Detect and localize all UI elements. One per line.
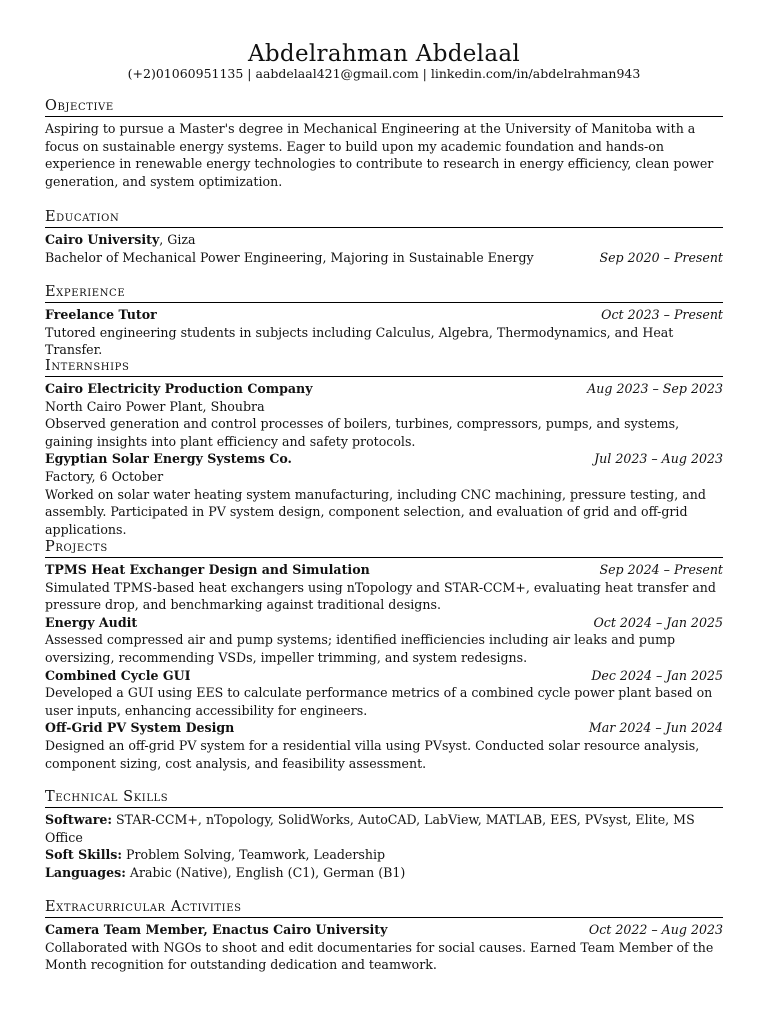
section-title-education: Education [45, 208, 723, 228]
experience-role: Freelance Tutor [45, 307, 157, 322]
internship-company: Egyptian Solar Energy Systems Co. [45, 451, 292, 467]
project-name: TPMS Heat Exchanger Design and Simulation [45, 562, 370, 577]
project-entry [45, 614, 723, 667]
school-location: , Giza [159, 232, 196, 247]
education-date: Sep 2020 – Present [599, 249, 723, 265]
section-title-extracurricular: Extracurricular Activities [45, 898, 723, 918]
section-title-skills: Technical Skills [45, 788, 723, 808]
project-name: Energy Audit [45, 614, 138, 630]
skills-languages [45, 864, 723, 882]
skills-soft [45, 846, 723, 864]
section-title-projects: Projects [45, 538, 723, 558]
project-desc: Simulated TPMS-based heat exchangers using nTopology and STAR-CCM+, evaluating heat transfer and pressure drop, and benchmarking against traditional designs. [45, 579, 716, 613]
internship-date: Aug 2023 – Sep 2023 [587, 381, 723, 396]
objective-section [45, 97, 723, 190]
project-date: Sep 2024 – Present [599, 562, 723, 577]
section-title-experience: Experience [45, 283, 723, 303]
internship-location: North Cairo Power Plant, Shoubra [45, 398, 265, 414]
experience-desc: Tutored engineering students in subjects including Calculus, Algebra, Thermodynamics, and Heat Transfer. [45, 324, 674, 358]
experience-entry [45, 306, 723, 324]
extracurricular-section [45, 898, 723, 974]
internship-entry [45, 450, 723, 538]
project-entry [45, 561, 723, 614]
project-desc: Developed a GUI using EES to calculate performance metrics of a combined cycle power plant based on user inputs, enhancing accessibility for engineers. [45, 685, 713, 718]
skills-languages-label: Languages: [45, 864, 126, 880]
education-entry [45, 231, 723, 249]
internship-company: Cairo Electricity Production Company [45, 381, 313, 396]
skills-software-list: STAR-CCM+, nTopology, SolidWorks, AutoCAD, LabView, MATLAB, EES, PVsyst, Elite, MS Office [45, 812, 695, 845]
section-title-objective: Objective [45, 97, 723, 117]
internships-section [45, 357, 723, 538]
extracurricular-entry [45, 921, 723, 939]
skills-section [45, 788, 723, 881]
extracurricular-date: Oct 2022 – Aug 2023 [588, 922, 723, 937]
project-name: Combined Cycle GUI [45, 667, 191, 683]
project-date: Oct 2024 – Jan 2025 [593, 614, 723, 630]
degree: Bachelor of Mechanical Power Engineering, Majoring in Sustainable Energy [45, 249, 534, 265]
project-date: Mar 2024 – Jun 2024 [588, 720, 723, 736]
extracurricular-desc: Collaborated with NGOs to shoot and edit documentaries for social causes. Earned Team Member of the Month recognition for outstanding dedication and teamwork. [45, 939, 714, 973]
project-date: Dec 2024 – Jan 2025 [591, 667, 723, 683]
internship-location: Factory, 6 October [45, 468, 164, 484]
skills-languages-list: Arabic (Native), English (C1), German (B1) [129, 864, 406, 880]
project-name: Off-Grid PV System Design [45, 720, 235, 736]
education-section [45, 208, 723, 266]
internship-desc: Worked on solar water heating system manufacturing, including CNC machining, pressure testing, and assembly. Participated in PV system design, component selection, and evaluation of grid and off-grid applications. [45, 486, 706, 537]
skills-soft-label: Soft Skills: [45, 847, 123, 863]
project-desc: Designed an off-grid PV system for a residential villa using PVsyst. Conducted solar resource analysis, component sizing, cost analysis, and feasibility assessment. [45, 737, 700, 771]
internship-desc: Observed generation and control processes of boilers, turbines, compressors, pumps, and systems, gaining insights into plant efficiency and safety protocols. [45, 416, 680, 449]
experience-section [45, 283, 723, 359]
contact-line: (+2)01060951135 | aabdelaal421@gmail.com | linkedin.com/in/abdelrahman943 [127, 66, 641, 81]
section-title-internships: Internships [45, 357, 723, 377]
skills-soft-list: Problem Solving, Teamwork, Leadership [126, 847, 386, 863]
project-entry [45, 719, 723, 772]
internship-entry [45, 380, 723, 450]
skills-software [45, 811, 723, 846]
experience-date: Oct 2023 – Present [601, 307, 723, 322]
objective-text: Aspiring to pursue a Master's degree in Mechanical Engineering at the University of Manitoba with a focus on sustainable energy systems. Eager to build upon my academic foundation and hands-on experience in renewable energy technologies to contribute to research in energy efficiency, clean power generation, and system optimization. [45, 121, 714, 189]
school-name: Cairo University [45, 232, 160, 247]
skills-software-label: Software: [45, 812, 113, 827]
extracurricular-role: Camera Team Member, Enactus Cairo University [45, 922, 388, 937]
candidate-name: Abdelrahman Abdelaal [248, 41, 520, 67]
project-desc: Assessed compressed air and pump systems; identified inefficiencies including air leaks and pump oversizing, recommending VSDs, impeller trimming, and system redesigns. [45, 632, 676, 665]
project-entry [45, 667, 723, 720]
internship-date: Jul 2023 – Aug 2023 [594, 451, 723, 467]
projects-section [45, 538, 723, 772]
